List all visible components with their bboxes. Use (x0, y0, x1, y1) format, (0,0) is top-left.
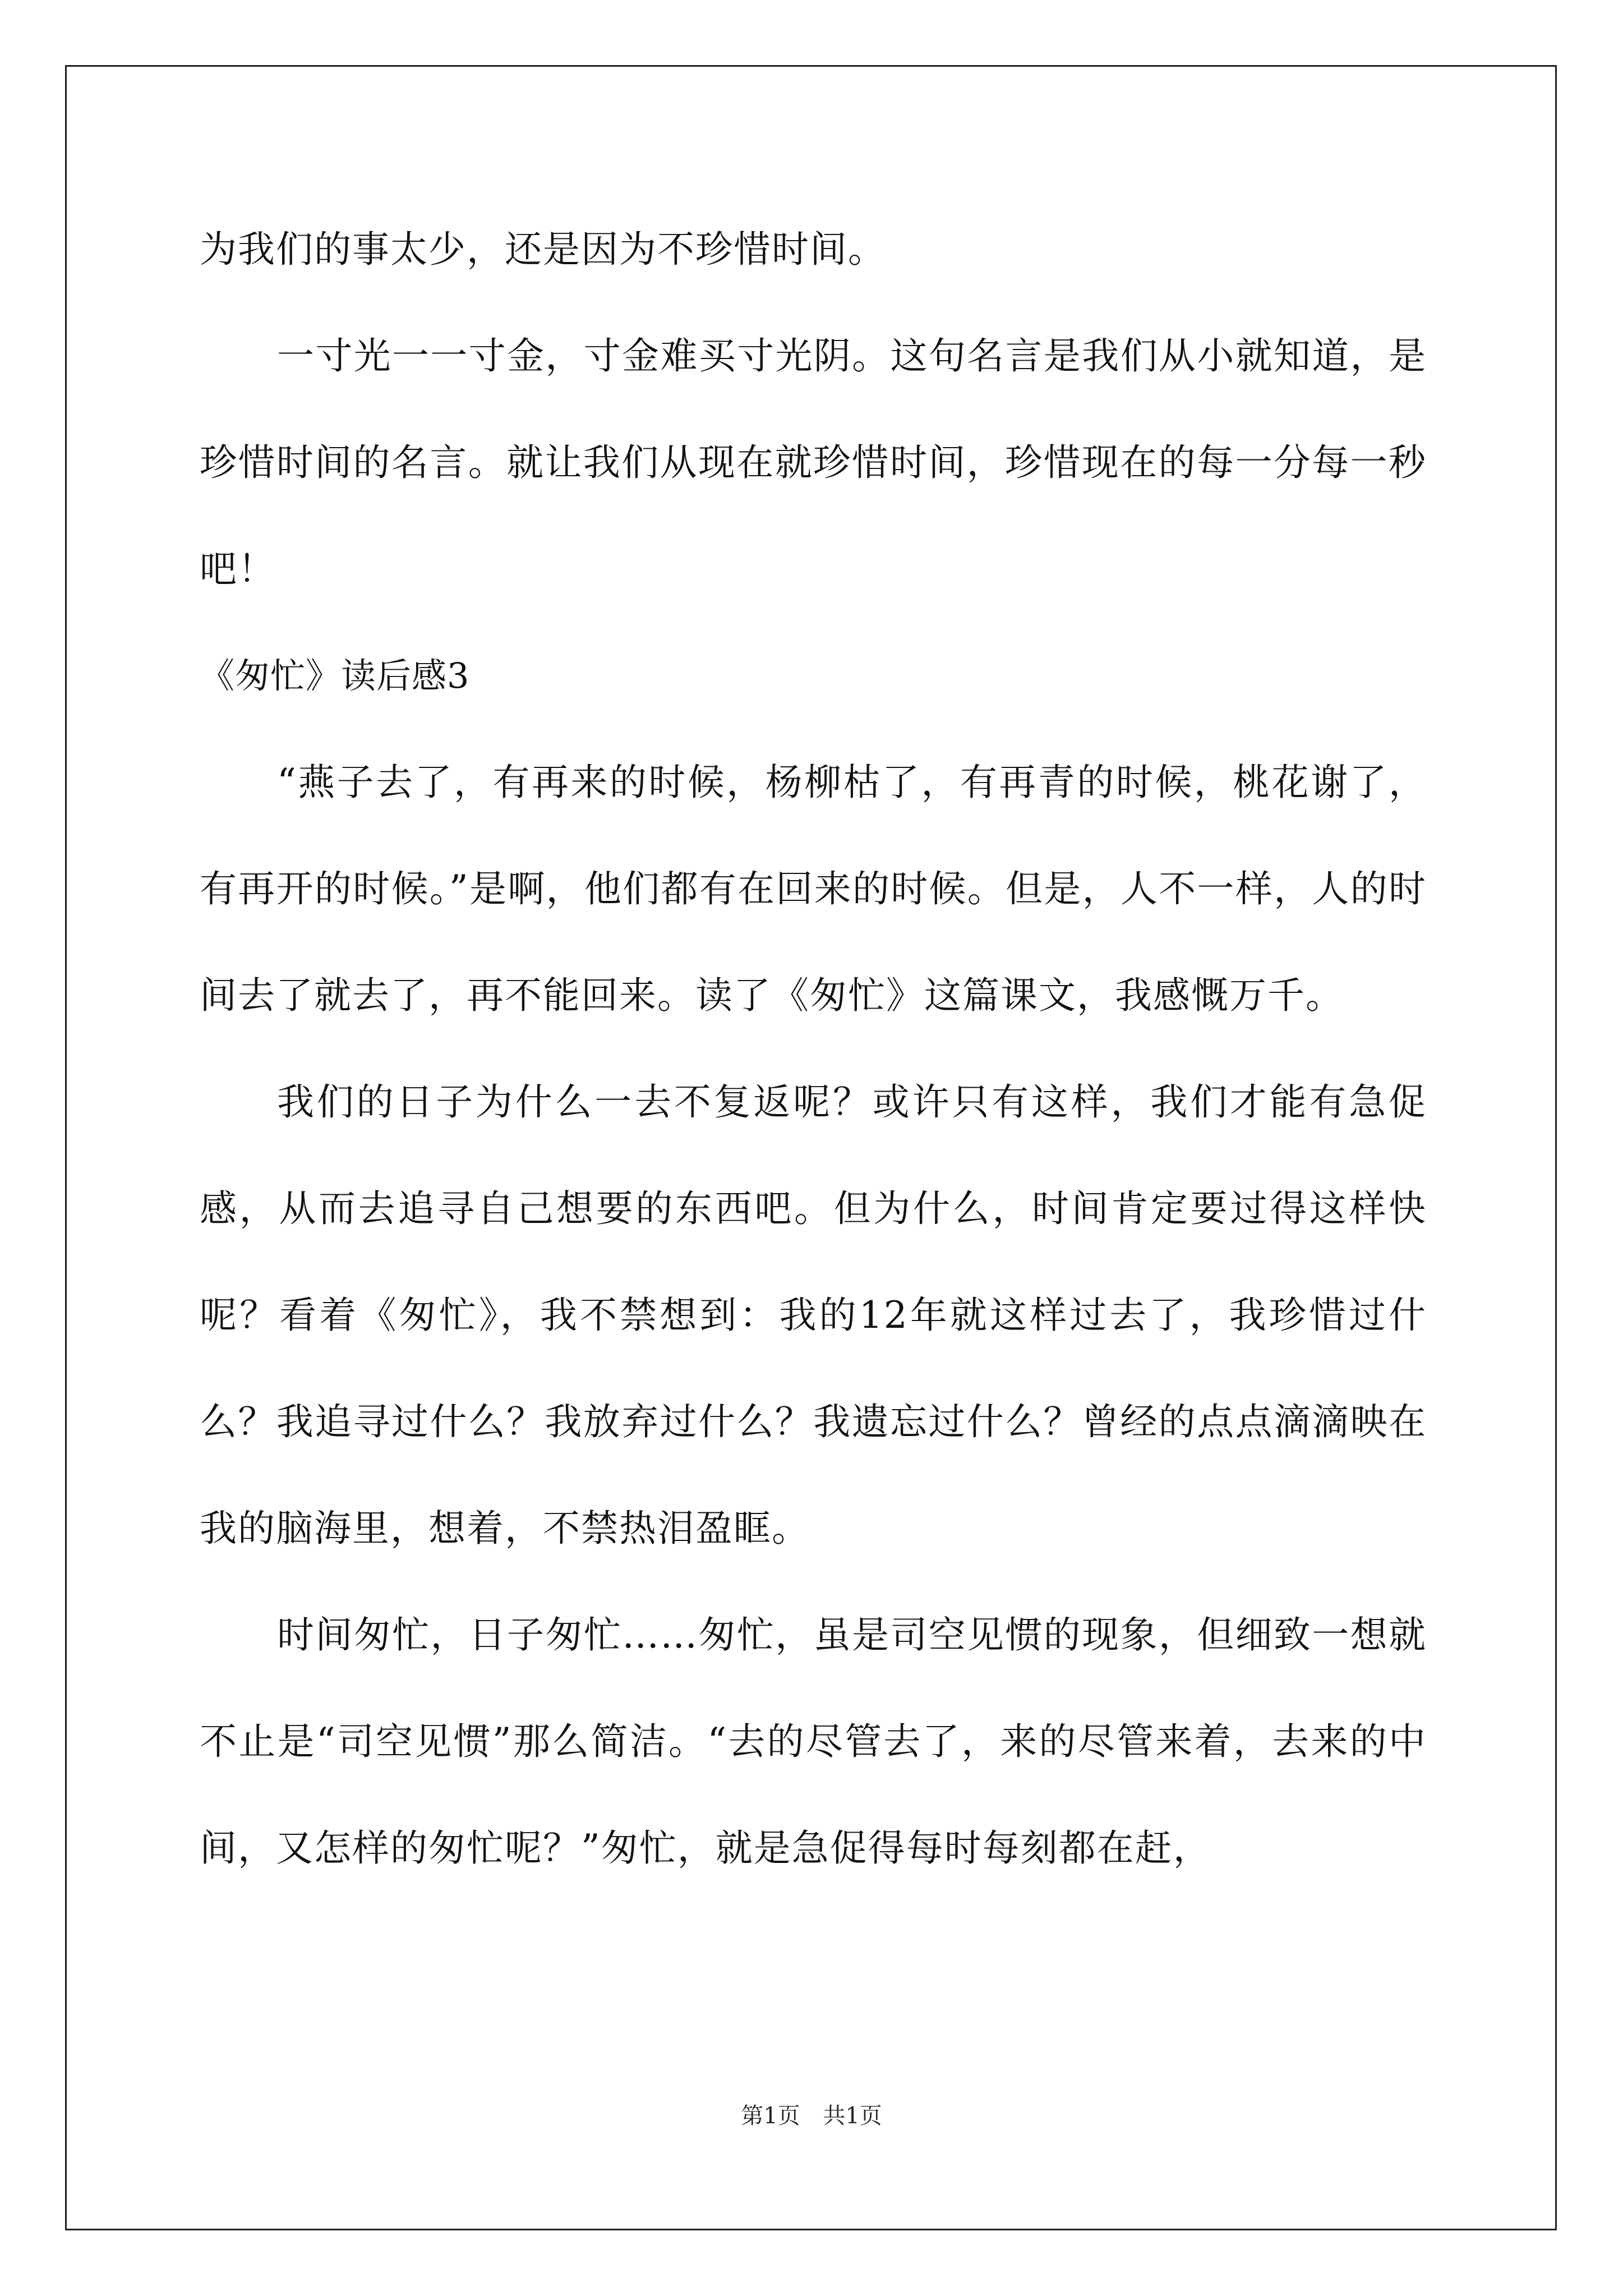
paragraph-1: 为我们的事太少，还是因为不珍惜时间。 (200, 228, 886, 271)
page-number: 第1页 (741, 2103, 800, 2129)
paragraph-5: 时间匆忙，日子匆忙……匆忙，虽是司空见惯的现象，但细致一想就不止是“司空见惯”那么简洁。“去的尽管去了，来的尽管来着，去来的中间，又怎样的匆忙呢？”匆忙，就是急促得每时每刻都在赶， (200, 1613, 1427, 1870)
paragraph-4: 我们的日子为什么一去不复返呢？或许只有这样，我们才能有急促感，从而去追寻自己想要的东西吧。但为什么，时间肯定要过得这样快呢？看着《匆忙》，我不禁想到：我的12年就这样过去了，我珍惜过什么？我追寻过什么？我放弃过什么？我遗忘过什么？曾经的点点滴滴映在我的脑海里，想着，不禁热泪盈眶。 (200, 1080, 1427, 1550)
document-body (200, 196, 1427, 1902)
paragraph-3: “燕子去了，有再来的时候，杨柳枯了，有再青的时候，桃花谢了，有再开的时候。”是啊，他们都有在回来的时候。但是，人不一样，人的时间去了就去了，再不能回来。读了《匆忙》这篇课文，我感慨万千。 (200, 761, 1427, 1017)
page-total: 共1页 (823, 2103, 882, 2129)
section-heading: 《匆忙》读后感3 (200, 655, 470, 696)
page-footer (0, 2098, 1623, 2130)
paragraph-2: 一寸光一一寸金，寸金难买寸光阴。这句名言是我们从小就知道，是珍惜时间的名言。就让我们从现在就珍惜时间，珍惜现在的每一分每一秒吧！ (200, 334, 1427, 591)
